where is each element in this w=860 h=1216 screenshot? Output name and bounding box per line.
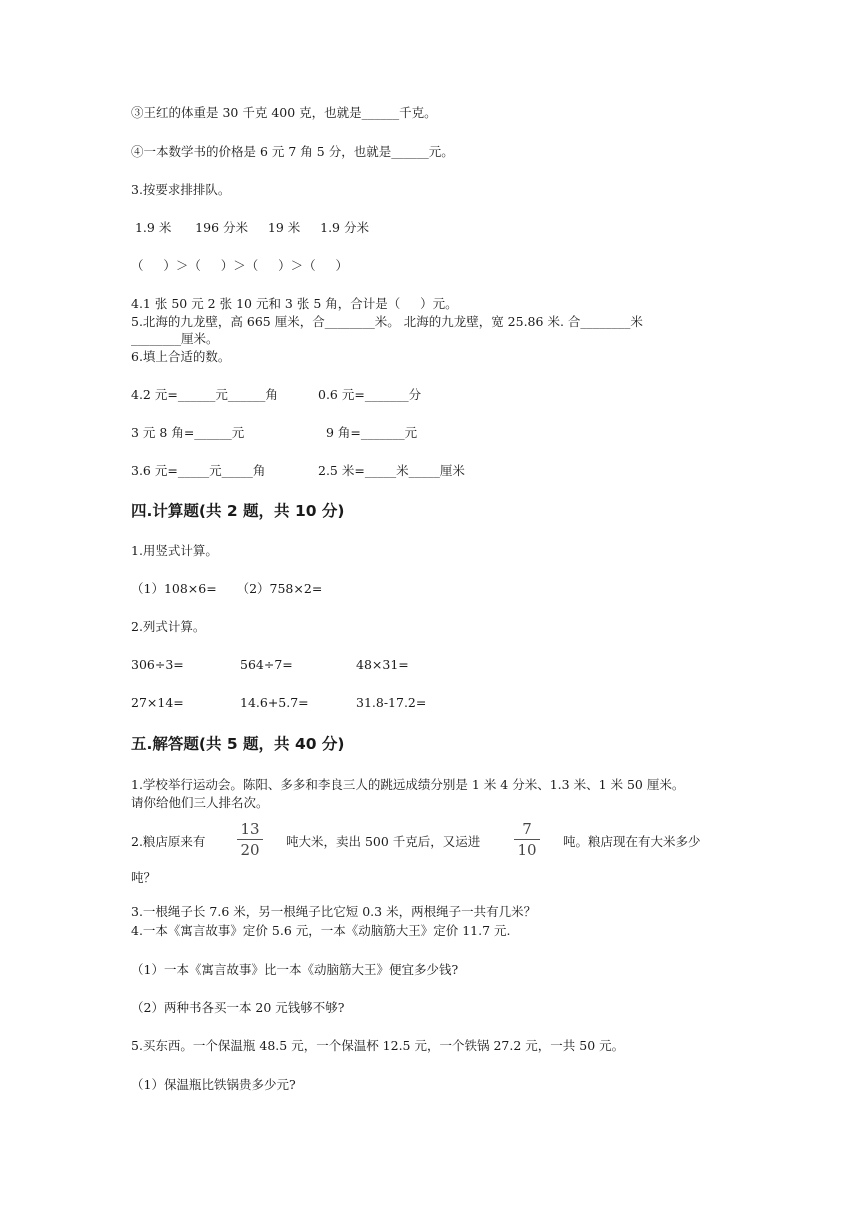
calc-cell: 31.8-17.2= <box>356 695 427 710</box>
fill-cell: 3 元 8 角=______元 <box>131 425 245 440</box>
fill-cell: 9 角=_______元 <box>326 425 418 440</box>
section-4-money: 4.1 张 50 元 2 张 10 元和 3 张 5 角，合计是（ ）元。 <box>131 296 458 311</box>
answer-question-5-part1: （1）保温瓶比铁锅贵多少元? <box>131 1077 296 1092</box>
answer-question-2-post: 吨。粮店现在有大米多少 <box>563 834 701 849</box>
fraction-bar <box>237 839 263 840</box>
fraction-denominator: 10 <box>517 841 537 859</box>
section-3-blanks: （ ）＞（ ）＞（ ）＞（ ） <box>131 258 348 273</box>
answer-question-4: 4.一本《寓言故事》定价 5.6 元，一本《动脑筋大王》定价 11.7 元. <box>131 923 511 938</box>
fill-cell: 3.6 元=_____元_____角 <box>131 463 266 478</box>
fraction <box>514 821 540 858</box>
answer-question-2-mid: 吨大米，卖出 500 千克后，又运进 <box>286 834 481 849</box>
fraction-denominator: 20 <box>240 841 260 859</box>
answer-question-1-line1: 1.学校举行运动会。陈阳、多多和李良三人的跳远成绩分别是 1 米 4 分米、1.3 米、1 米 50 厘米。 <box>131 777 685 792</box>
answer-question-2-tail: 吨？ <box>131 870 157 885</box>
fraction-bar <box>514 839 540 840</box>
answer-question-5: 5.买东西。一个保温瓶 48.5 元，一个保温杯 12.5 元，一个铁锅 27.2 元，一共 50 元。 <box>131 1038 625 1053</box>
calc-cell: 14.6+5.7= <box>240 695 309 710</box>
answer-question-4-part1: （1）一本《寓言故事》比一本《动脑筋大王》便宜多少钱? <box>131 962 459 977</box>
fill-cell: 2.5 米=_____米_____厘米 <box>318 463 465 478</box>
answer-question-3: 3.一根绳子长 7.6 米，另一根绳子比它短 0.3 米，两根绳子一共有几米？ <box>131 904 537 919</box>
calc-cell: 27×14= <box>131 695 184 710</box>
calc-question-1: 1.用竖式计算。 <box>131 543 218 558</box>
answer-question-2-pre: 2.粮店原来有 <box>131 834 206 849</box>
calc-question-1-items: （1）108×6= （2）758×2= <box>131 581 323 596</box>
section-3-items: 1.9 米 196 分米 19 米 1.9 分米 <box>131 220 369 235</box>
fill-cell: 0.6 元=_______分 <box>318 387 422 402</box>
fill-cell: 4.2 元=______元______角 <box>131 387 278 402</box>
section-6-title: 6.填上合适的数。 <box>131 349 231 364</box>
fraction-numerator: 7 <box>522 820 532 838</box>
section-5-wall-line1: 5.北海的九龙壁，高 665 厘米，合________米。 北海的九龙壁，宽 25.86 米. 合________米 <box>131 314 643 329</box>
question-4-price: ④一本数学书的价格是 6 元 7 角 5 分，也就是______元。 <box>131 144 454 159</box>
calc-cell: 306÷3= <box>131 657 184 672</box>
section-5-wall-line2: ________厘米。 <box>131 331 219 346</box>
section-5-heading: 五.解答题(共 5 题，共 40 分) <box>131 735 345 753</box>
section-4-heading: 四.计算题(共 2 题，共 10 分) <box>131 502 345 520</box>
calc-cell: 564÷7= <box>240 657 293 672</box>
calc-question-2: 2.列式计算。 <box>131 619 206 634</box>
fraction <box>237 821 263 858</box>
section-3-title: 3.按要求排排队。 <box>131 182 231 197</box>
answer-question-4-part2: （2）两种书各买一本 20 元钱够不够? <box>131 1000 345 1015</box>
fraction-numerator: 13 <box>240 820 260 838</box>
question-3-weight: ③王红的体重是 30 千克 400 克，也就是______千克。 <box>131 105 437 120</box>
calc-cell: 48×31= <box>356 657 409 672</box>
answer-question-1-line2: 请你给他们三人排名次。 <box>131 795 269 810</box>
